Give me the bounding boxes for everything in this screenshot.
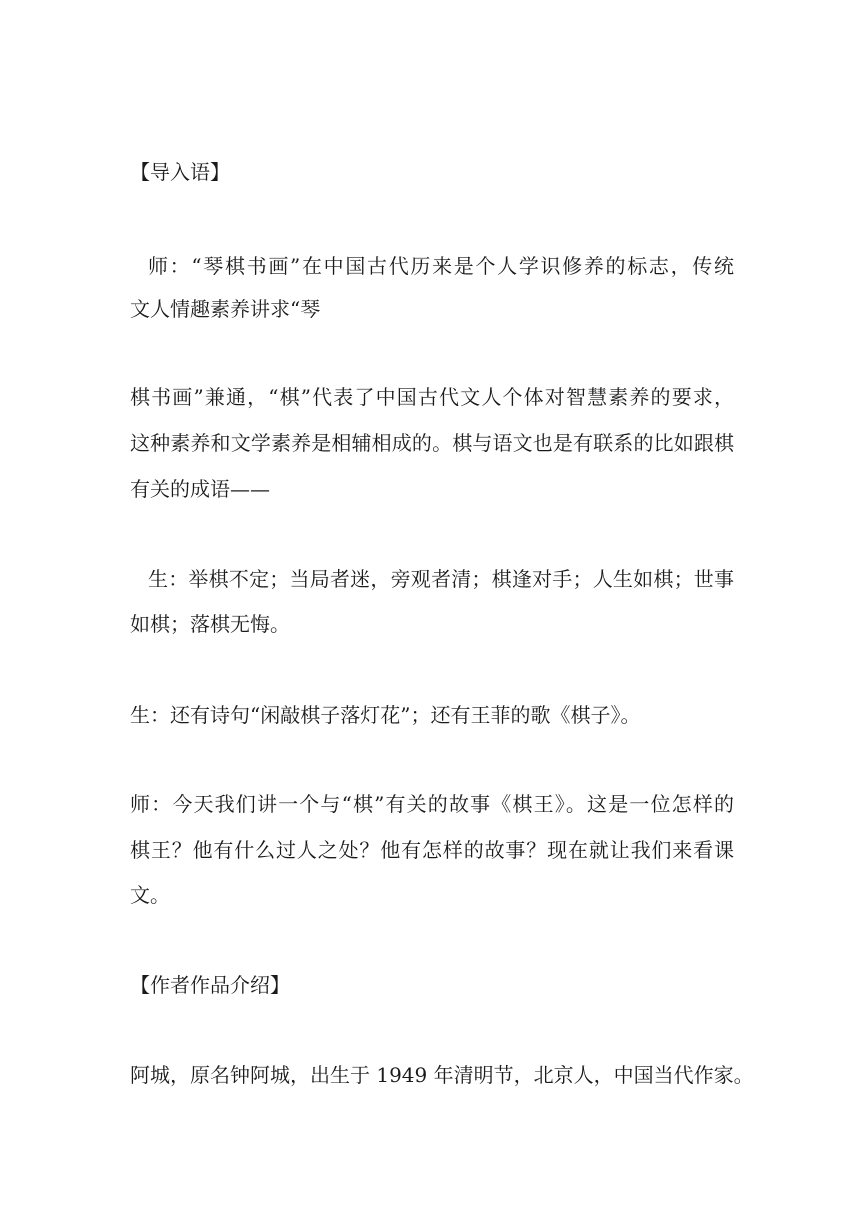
paragraph-qinqi-line-1: 棋书画”兼通，“棋”代表了中国古代文人个体对智慧素养的要求， bbox=[130, 385, 734, 409]
section-heading-author: 【作者作品介绍】 bbox=[130, 973, 290, 997]
paragraph-teacher-intro-line-1: 师：“琴棋书画”在中国古代历来是个人学识修养的标志，传统 bbox=[148, 254, 734, 278]
paragraph-qinqi-line-2: 这种素养和文学素养是相辅相成的。棋与语文也是有联系的比如跟棋 bbox=[130, 431, 734, 455]
paragraph-teacher-story-line-2: 棋王？他有什么过人之处？他有怎样的故事？现在就让我们来看课 bbox=[130, 838, 734, 862]
paragraph-teacher-intro-line-2: 文人情趣素养讲求“琴 bbox=[130, 297, 321, 321]
paragraph-student-idioms-line-1: 生：举棋不定；当局者迷，旁观者清；棋逢对手；人生如棋；世事 bbox=[148, 567, 734, 591]
paragraph-author-intro-line-1: 阿城，原名钟阿城，出生于 1949 年清明节，北京人，中国当代作家。 bbox=[130, 1063, 754, 1087]
paragraph-student-idioms-line-2: 如棋；落棋无悔。 bbox=[130, 612, 290, 636]
section-heading-intro: 【导入语】 bbox=[130, 160, 230, 184]
paragraph-qinqi-line-3: 有关的成语—— bbox=[130, 477, 270, 501]
paragraph-student-poem: 生：还有诗句“闲敲棋子落灯花”；还有王菲的歌《棋子》。 bbox=[130, 703, 641, 727]
paragraph-teacher-story-line-3: 文。 bbox=[130, 883, 170, 907]
paragraph-teacher-story-line-1: 师：今天我们讲一个与“棋”有关的故事《棋王》。这是一位怎样的 bbox=[130, 792, 734, 816]
